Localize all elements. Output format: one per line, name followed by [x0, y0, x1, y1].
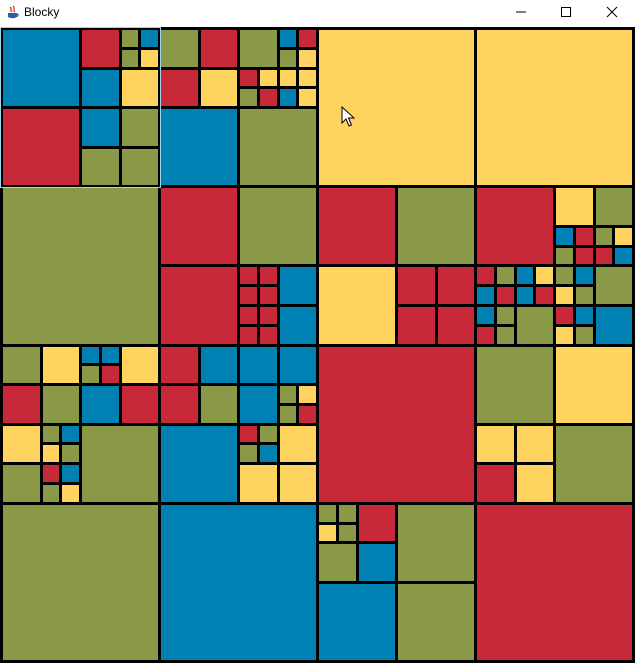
block-red[interactable] [79, 27, 122, 70]
block-olive[interactable] [119, 106, 161, 149]
block-red[interactable] [474, 185, 556, 267]
block-olive[interactable] [198, 383, 240, 426]
block-red[interactable] [435, 264, 477, 307]
block-red[interactable] [316, 185, 398, 267]
game-board[interactable] [0, 27, 635, 663]
block-olive[interactable] [395, 185, 477, 267]
close-button[interactable] [589, 0, 635, 25]
maximize-icon [560, 6, 572, 18]
block-red[interactable] [474, 462, 517, 505]
java-app-icon [6, 5, 20, 20]
block-blue[interactable] [158, 106, 240, 188]
block-yellow[interactable] [277, 423, 319, 465]
block-blue[interactable] [158, 502, 319, 663]
block-olive[interactable] [237, 106, 319, 188]
block-blue[interactable] [316, 581, 398, 663]
block-blue[interactable] [79, 106, 122, 149]
block-red[interactable] [395, 264, 438, 307]
block-blue[interactable] [237, 344, 280, 386]
block-olive[interactable] [316, 541, 359, 584]
block-olive[interactable] [0, 185, 161, 347]
block-red[interactable] [158, 383, 201, 426]
block-olive[interactable] [119, 146, 161, 188]
block-red[interactable] [198, 27, 240, 70]
block-olive[interactable] [593, 185, 635, 228]
block-blue[interactable] [198, 344, 240, 386]
block-olive[interactable] [0, 502, 161, 663]
block-red[interactable] [435, 304, 477, 347]
block-red[interactable] [158, 185, 240, 267]
block-red[interactable] [0, 383, 43, 426]
block-blue[interactable] [237, 383, 280, 426]
block-yellow[interactable] [198, 67, 240, 109]
block-olive[interactable] [40, 383, 82, 426]
block-olive[interactable] [514, 304, 556, 347]
block-yellow[interactable] [237, 462, 280, 505]
block-blue[interactable] [158, 423, 240, 505]
minimize-button[interactable] [498, 0, 544, 25]
block-yellow[interactable] [514, 423, 556, 465]
block-red[interactable] [395, 304, 438, 347]
block-yellow[interactable] [119, 344, 161, 386]
maximize-button[interactable] [543, 0, 589, 25]
block-yellow[interactable] [119, 67, 161, 109]
block-olive[interactable] [474, 344, 556, 426]
block-blue[interactable] [277, 304, 319, 347]
title-bar[interactable] [0, 0, 635, 25]
block-red[interactable] [158, 264, 240, 347]
block-olive[interactable] [553, 423, 635, 505]
block-red[interactable] [158, 344, 201, 386]
block-blue[interactable] [356, 541, 398, 584]
window-title: Blocky [24, 5, 60, 19]
block-olive[interactable] [237, 27, 280, 70]
block-yellow[interactable] [474, 423, 517, 465]
block-red[interactable] [356, 502, 398, 544]
block-red[interactable] [474, 502, 635, 663]
block-blue[interactable] [0, 27, 82, 109]
block-red[interactable] [316, 344, 477, 505]
mouse-pointer-icon [341, 106, 355, 128]
block-yellow[interactable] [0, 423, 43, 465]
block-yellow[interactable] [514, 462, 556, 505]
block-yellow[interactable] [553, 344, 635, 426]
block-red[interactable] [0, 106, 82, 188]
block-yellow[interactable] [474, 27, 635, 188]
block-olive[interactable] [0, 344, 43, 386]
block-yellow[interactable] [316, 264, 398, 347]
block-olive[interactable] [237, 185, 319, 267]
block-blue[interactable] [593, 304, 635, 347]
block-olive[interactable] [0, 462, 43, 505]
block-yellow[interactable] [277, 462, 319, 505]
block-blue[interactable] [79, 67, 122, 109]
block-olive[interactable] [158, 27, 201, 70]
block-blue[interactable] [277, 344, 319, 386]
minimize-icon [515, 6, 527, 18]
block-olive[interactable] [79, 146, 122, 188]
close-icon [606, 6, 618, 18]
block-red[interactable] [119, 383, 161, 426]
block-yellow[interactable] [553, 185, 596, 228]
block-olive[interactable] [79, 423, 161, 505]
block-olive[interactable] [395, 502, 477, 584]
block-blue[interactable] [79, 383, 122, 426]
block-olive[interactable] [395, 581, 477, 663]
block-red[interactable] [158, 67, 201, 109]
block-blue[interactable] [277, 264, 319, 307]
block-yellow[interactable] [40, 344, 82, 386]
block-olive[interactable] [593, 264, 635, 307]
